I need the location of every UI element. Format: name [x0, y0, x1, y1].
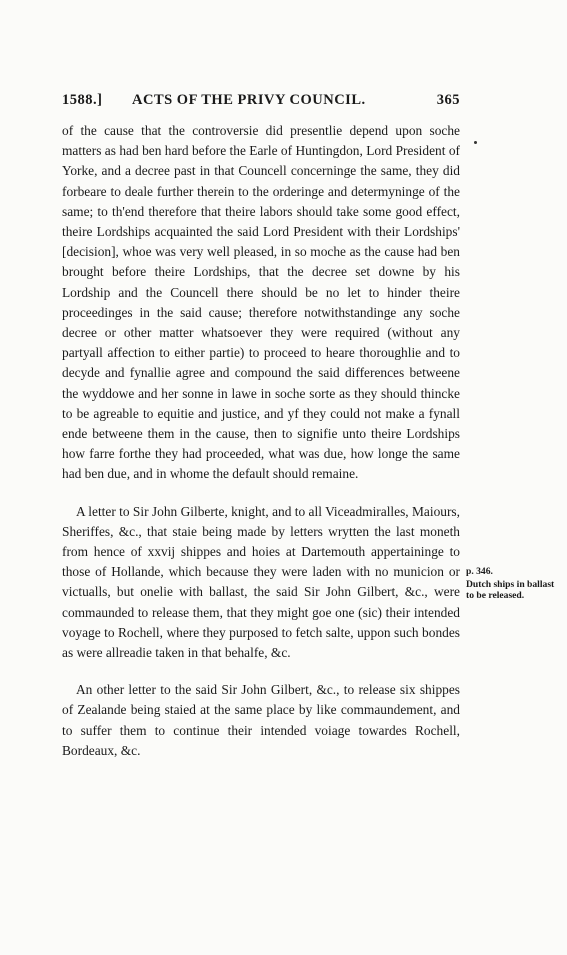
page-body: [62, 121, 460, 761]
margin-sidenote: Dutch ships in ballast to be released.: [466, 579, 555, 601]
header-year: 1588.]: [62, 92, 103, 108]
paragraph-letter-gilberte: A letter to Sir John Gilberte, knight, and to all Viceadmiralles, Maiours, Sheriffes, &c., that staie being made by letters wrytten the last moneth from hence of xxvij shippes and hoies at Dartemouth appertaininge to those of Hollande, which because they were laden with no municion or victualls, but onelie with ballast, the said Sir John Gilbert, &c., were commaunded to release them, that they might goe one (sic) their intended voyage to Rochell, where they purposed to fetch salte, uppon such bondes as were allreadie taken in that behalfe, &c.: [62, 503, 460, 661]
header-title: ACTS OF THE PRIVY COUNCIL.: [132, 92, 366, 108]
page-number: 365: [436, 92, 460, 108]
ink-speck: [474, 141, 477, 144]
paragraph-other-letter: An other letter to the said Sir John Gilbert, &c., to release six shippes of Zealande being staied at the same place by like commaundement, and to suffer them to continue their intended voiage towardes Rochell, Bordeaux, &c.: [62, 682, 460, 758]
running-header: [62, 92, 460, 112]
margin-page-reference: p. 346.: [466, 566, 493, 577]
paragraph-continuation: of the cause that the controversie did presentlie depend upon soche matters as had ben hard before the Earle of Huntingdon, Lord President of Yorke, and a decree past in that Councell concerninge the same, they did forbeare to deale further therein to the orderinge and determyninge of the same; to th'end therefore that theire labors should take some good effect, theire Lordships acquainted the said Lord President with their Lordships' [decision], whoe was very well pleased, in so moche as the cause had ben brought before theire Lordships, that the decree set downe by his Lordship and the Councell there should be no let to hinder theire proceedinges in the said cause; therefore notwithstandinge any soche decree or other matter whatsoever they were required (without any partyall affection to either partie) to proceed to heare thoroughlie and to decyde and fynallie agree and compound the said differences betweene the wyddowe and her sonne in lawe in soche sorte as they should thincke to be agreable to equitie and justice, and yf they could not make a fynall ende betweene them in the cause, then to signifie unto theire Lordships how farre forthe they had proceeded, what was due, how longe the same had ben due, and in whome the default should remaine.: [62, 123, 460, 482]
